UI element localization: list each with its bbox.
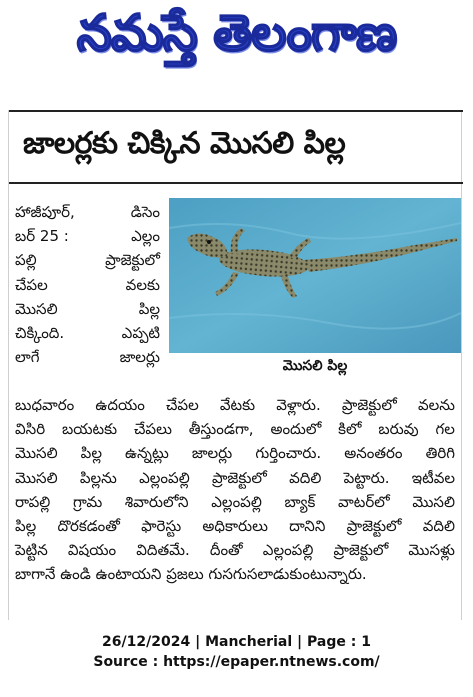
word: మొసలి (15, 444, 58, 463)
word: దానిని (289, 517, 326, 536)
word: వాటర్‌లో (338, 492, 390, 511)
word: ఎల్లంపల్లి (211, 492, 262, 511)
word: మొసలి (15, 468, 58, 487)
word: వలకు (125, 275, 160, 294)
word: పిల్ల (15, 517, 37, 536)
word: పిల్లను (79, 468, 117, 487)
word: వలను (417, 396, 455, 414)
edition-date: 26/12/2024 (102, 634, 191, 650)
word: మొసలి (15, 299, 58, 318)
word: ప్రాజెక్టులో (105, 251, 160, 270)
word: ప్రాజెక్టులో (333, 541, 389, 560)
newspaper-logo-title: నమస్తే తెలంగాణ (76, 3, 397, 62)
body-line (15, 248, 160, 272)
article-headline: జాలర్లకు చిక్కిన మొసలి పిల్ల (23, 126, 346, 161)
word: మొసలి (412, 492, 455, 511)
edition-name: Mancherial (205, 634, 293, 650)
word: వదిలి (422, 517, 455, 536)
word: పెట్టారు. (343, 468, 390, 487)
separator: | (195, 634, 206, 650)
word: లాగే (15, 348, 40, 367)
source-line (0, 652, 473, 672)
body-line: బాగానే ఉండి ఉంటాయని ప్రజలు గుసగుసలాడుకుంటున్నారు. (15, 565, 367, 584)
word: జాలర్లు (191, 444, 233, 463)
word: విషయం (67, 541, 117, 560)
word: ప్రాజెక్టులో (211, 468, 267, 487)
word: తిరిగి (425, 444, 455, 463)
word: పిల్ల (80, 444, 102, 463)
word: హాజీపూర్, (15, 203, 75, 221)
word: ఉదయం (95, 396, 145, 414)
word: బ్యాక్ (284, 492, 316, 511)
word: గల (435, 420, 455, 439)
word: వెళ్లారు. (276, 396, 321, 414)
word: ప్రాజెక్టులో (346, 517, 402, 536)
word: పెట్టిన (15, 541, 48, 560)
word: అధికారులు (202, 517, 268, 536)
word: విదితమే. (136, 541, 190, 560)
word: బయటకు (61, 420, 118, 439)
word: అందులో (270, 420, 322, 439)
word: అనంతరం (344, 444, 403, 463)
word: శివారులోని (124, 492, 189, 511)
article-body-full-width (15, 393, 455, 587)
word: ఫారెస్టు (141, 517, 182, 536)
word: ప్రాజెక్టులో (341, 396, 397, 414)
body-line (15, 273, 160, 297)
body-line (15, 441, 455, 465)
source-link[interactable]: https://epaper.ntnews.com/ (163, 654, 380, 670)
word: చేపల (166, 396, 199, 414)
word: విసిరి (15, 420, 46, 439)
word: జాలర్లు (119, 348, 160, 367)
word: ఎల్లం (131, 227, 160, 246)
word: పల్లి (15, 251, 37, 270)
separator: | (297, 634, 308, 650)
body-line (15, 200, 160, 224)
word: దీంతో (209, 541, 243, 560)
body-line (15, 466, 455, 490)
body-line (15, 490, 455, 514)
word: బరువు (378, 420, 419, 439)
word: బుధవారం (15, 396, 75, 414)
news-article (8, 110, 462, 620)
word: వేటకు (219, 396, 256, 414)
word: పిల్ల (138, 299, 160, 318)
word: ఎప్పటి (121, 324, 160, 343)
word: ఉన్నట్లు (125, 444, 169, 463)
word: చిక్కింది. (15, 324, 65, 343)
body-line (15, 538, 455, 562)
word: బర్ 25 : (15, 227, 69, 246)
edition-info (0, 632, 473, 652)
word: ఎల్లంపల్లి (139, 468, 190, 487)
word: చేపలు (134, 420, 172, 439)
body-line (15, 514, 455, 538)
body-line (15, 297, 160, 321)
body-line (15, 224, 160, 248)
word: కిలో (338, 420, 362, 439)
body-line (15, 321, 160, 345)
word: గ్రామ (72, 492, 103, 511)
word: ఇటీవల (411, 468, 455, 487)
body-line (15, 417, 455, 441)
crocodile-illustration (169, 198, 461, 353)
source-footer (0, 632, 473, 672)
word: డిసెం (130, 203, 160, 221)
photo-caption: మొసలి పిల్ల (282, 358, 348, 374)
word: మొసళ్లు (408, 541, 455, 560)
body-line (15, 345, 160, 369)
baby-crocodile-photo (169, 198, 461, 353)
article-body-left-column (15, 200, 160, 369)
word: రాపల్లి (15, 492, 51, 511)
word: తీస్తుండగా, (188, 420, 254, 439)
word: ఎల్లంపల్లి (262, 541, 314, 560)
word: గుర్తించారు. (255, 444, 322, 463)
body-line (15, 393, 455, 417)
source-label: Source : (93, 654, 159, 670)
word: వదిలి (289, 468, 322, 487)
word: చేపల (15, 275, 48, 294)
word: దొరకడంతో (57, 517, 120, 536)
headline-box (9, 110, 463, 184)
page-number: Page : 1 (307, 634, 371, 650)
masthead (0, 0, 473, 78)
